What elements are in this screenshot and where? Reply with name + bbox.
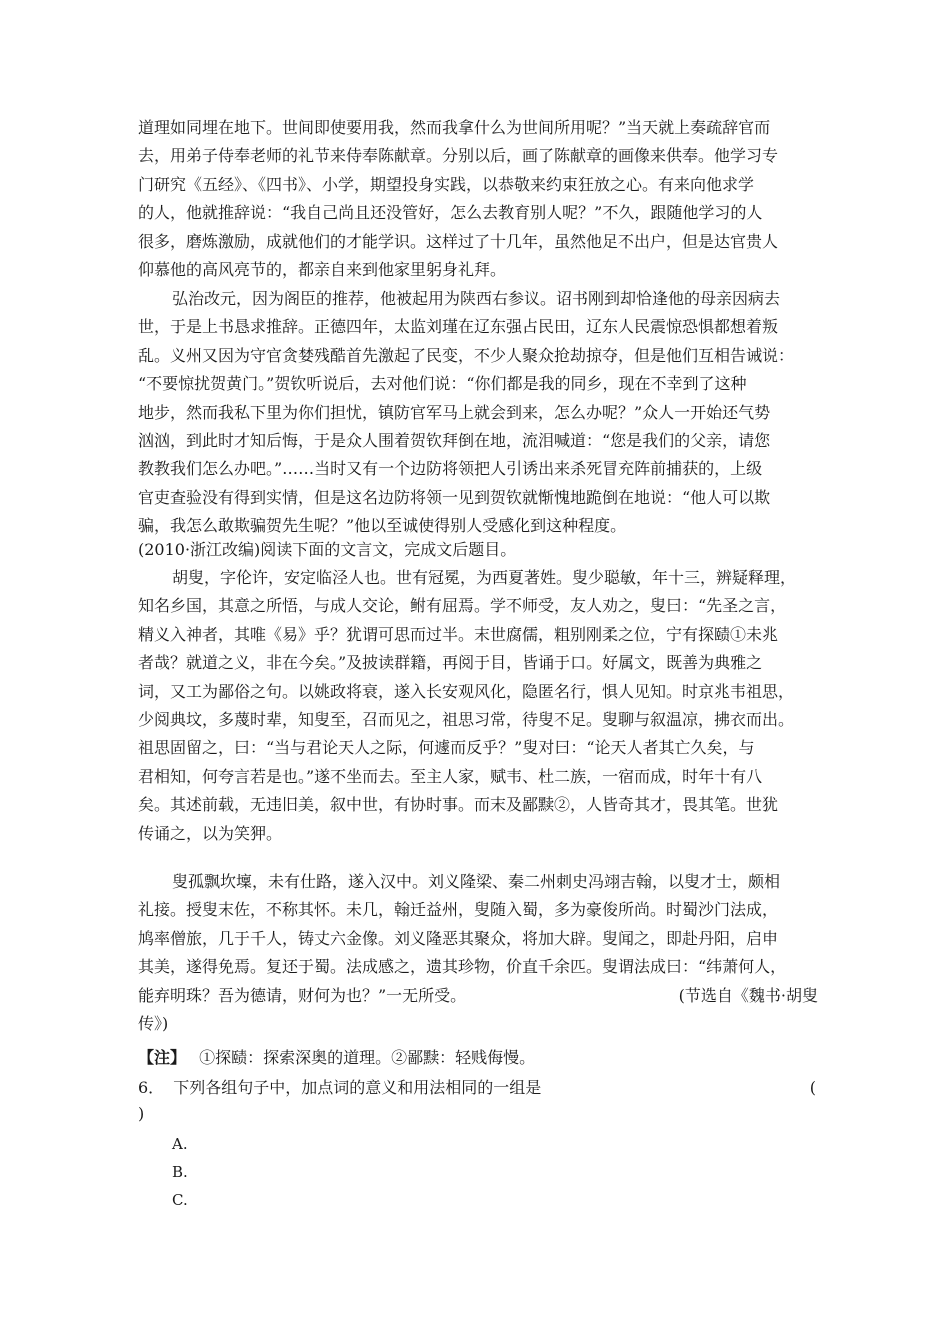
text-line: 叟孤飘坎壈，未有仕路，遂入汉中。刘义隆梁、秦二州刺史冯翊吉翰，以叟才士，颇相 [172, 872, 781, 891]
notes-label: 【注】 [138, 1048, 187, 1067]
text-line: 乱。义州又因为守官贪婪残酷首先激起了民变，不少人聚众抢劫掠夺，但是他们互相告诫说： [138, 345, 795, 365]
question-6-cont [138, 1101, 818, 1127]
text-line: 君相知，何夸言若是也。”遂不坐而去。至主人家，赋韦、杜二族，一宿而成，时年十有八 [138, 766, 763, 786]
text-line: 骗，我怎么敢欺骗贺先生呢？”他以至诚使得别人受感化到这种程度。 [138, 516, 627, 536]
text-line: 能弃明珠？吾为德请，财何为也？”一无所受。 [138, 985, 467, 1005]
text-line: 鸠率僧旅，几于千人，铸丈六金像。刘义隆恶其聚众，将加大辟。叟闻之，即赴丹阳，启申 [138, 928, 779, 948]
option-b: B. [172, 1163, 188, 1181]
notes-text: ①探赜：探索深奥的道理。②鄙黩：轻贱侮慢。 [199, 1048, 536, 1067]
option-c: C. [172, 1191, 188, 1209]
text-line: 的人，他就推辞说：“我自己尚且还没管好，怎么去教育别人呢？”不久，跟随他学习的人 [138, 203, 763, 223]
text-line: 道理如同埋在地下。世间即使要用我，然而我拿什么为世间所用呢？”当天就上奏疏辞官而 [138, 118, 771, 137]
passage-middle [138, 285, 818, 541]
text-line: 精义入神者，其唯《易》乎？犹谓可思而过半。末世腐儒，粗别刚柔之位，宁有探赜①未兆 [138, 624, 779, 644]
question-intro [138, 538, 818, 562]
text-line-with-source [138, 982, 818, 1010]
text-line: 胡叟，字伦许，安定临泾人也。世有冠冕，为西夏著姓。叟少聪敏，年十三，辨疑释理， [172, 568, 797, 587]
text-line: 去，用弟子侍奉老师的礼节来侍奉陈献章。分别以后，画了陈献章的画像来供奉。他学习专 [138, 146, 779, 166]
passage-hu-sou-2 [138, 868, 818, 1038]
notes [138, 1045, 818, 1071]
text-line: 祖思固留之，曰：“当与君论天人之际，何遽而反乎？”叟对曰：“论天人者其亡久矣，与 [138, 738, 755, 758]
passage-hu-sou-1 [138, 564, 818, 848]
text-line: 很多，磨炼激励，成就他们的才能学识。这样过了十几年，虽然他足不出户，但是达官贵人 [138, 231, 779, 251]
text-line: 弘治改元，因为阁臣的推荐，他被起用为陕西右参议。诏书刚到却恰逢他的母亲因病去 [172, 289, 781, 308]
question-number: 6． [138, 1078, 165, 1097]
text-line: 矣。其述前载，无违旧美，叙中世，有协时事。而末及鄙黩②，人皆奇其才，畏其笔。世犹 [138, 795, 779, 815]
question-text: 下列各组句子中，加点词的意义和用法相同的一组是 [173, 1078, 542, 1097]
text-line: 其美，遂得免焉。复还于蜀。法成感之，遗其珍物，价直千余匹。叟谓法成曰：“纬萧何人， [138, 957, 787, 977]
source-note: (节选自《魏书·胡叟 [678, 985, 818, 1005]
text-line: 世，于是上书恳求推辞。正德四年，太监刘瑾在辽东强占民田，辽东人民震惊恐惧都想着叛 [138, 317, 779, 337]
text-line: 教教我们怎么办吧。”……当时又有一个边防将领把人引诱出来杀死冒充阵前捕获的，上级 [138, 459, 763, 479]
text-line: 官吏查验没有得到实情，但是这名边防将领一见到贺钦就惭愧地跪倒在地说：“他人可以欺 [138, 487, 771, 507]
intro-line: (2010·浙江改编)阅读下面的文言文，完成文后题目。 [138, 540, 517, 559]
text-line: 词，又工为鄙俗之句。以姚政将衰，遂入长安观风化，隐匿名行，惧人见知。时京兆韦祖思， [138, 681, 795, 701]
text-line: 汹汹，到此时才知后悔，于是众人围着贺钦拜倒在地，流泪喊道：“您是我们的父亲，请您 [138, 430, 771, 450]
text-line: 仰慕他的高风亮节的，都亲自来到他家里躬身礼拜。 [138, 259, 507, 279]
answer-paren-close: ) [138, 1104, 145, 1123]
text-line: 少阅典坟，多蔑时辈，知叟至，召而见之，祖思习常，待叟不足。叟聊与叙温凉，拂衣而出。 [138, 709, 795, 729]
source-note-end: 传》) [138, 1013, 169, 1033]
text-line: 门研究《五经》、《四书》、小学，期望投身实践，以恭敬来约束狂放之心。有来向他求学 [138, 174, 755, 194]
text-line: 传诵之，以为笑狎。 [138, 823, 283, 843]
text-line: 礼接。授叟末佐，不称其怀。未几，翰迁益州，叟随入蜀，多为豪俊所尚。时蜀沙门法成， [138, 900, 779, 920]
text-line: 者哉？就道之义，非在今矣。”及披读群籍，再阅于目，皆诵于口。好属文，既善为典雅之 [138, 653, 763, 673]
question-6 [138, 1075, 818, 1101]
answer-paren-open: ( [809, 1078, 816, 1097]
passage-upper [138, 114, 818, 284]
text-line: “不要惊扰贺黄门。”贺钦听说后，去对他们说：“你们都是我的同乡，现在不幸到了这种 [138, 374, 747, 394]
text-line: 知名乡国，其意之所悟，与成人交论，鲋有屈焉。学不师受，友人劝之，叟曰：“先圣之言， [138, 596, 787, 616]
notes-line [138, 1045, 818, 1071]
text-line: 地步，然而我私下里为你们担忧，镇防官军马上就会到来，怎么办呢？”众人一开始还气势 [138, 402, 771, 422]
option-a: A. [172, 1135, 188, 1153]
